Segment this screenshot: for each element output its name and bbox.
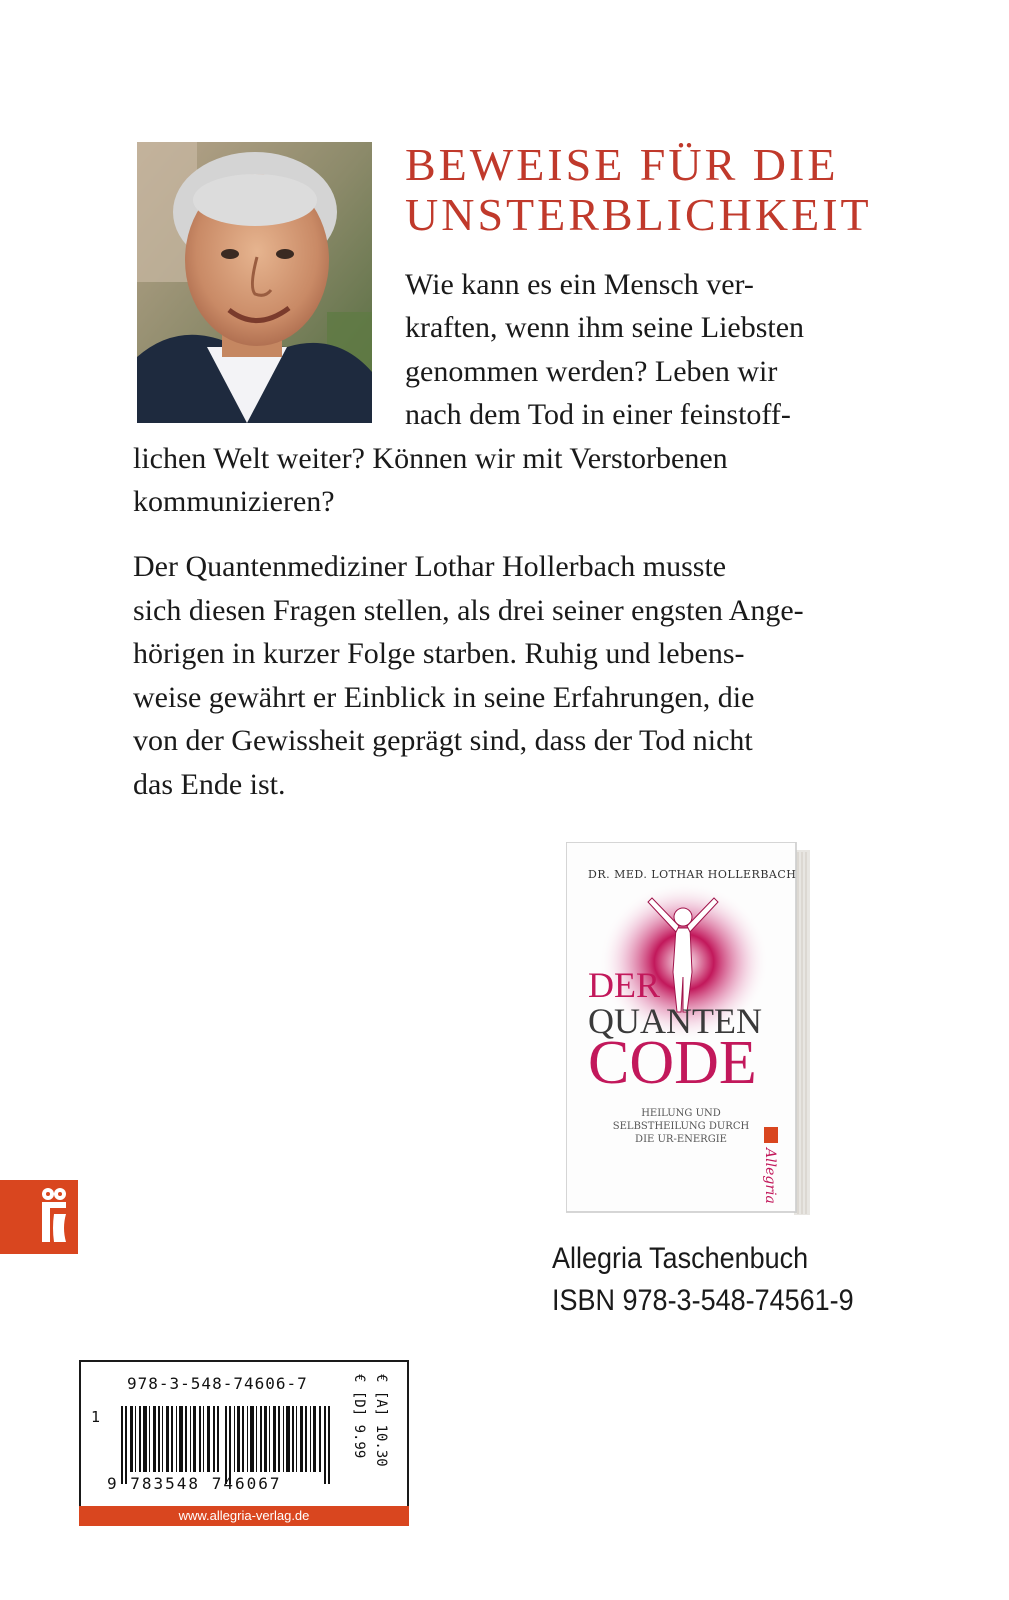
subtitle-line: HEILUNG UND [641, 1108, 721, 1119]
publisher-url: www.allegria-verlag.de [79, 1506, 409, 1526]
book-series: Allegria Taschenbuch [552, 1242, 809, 1275]
headline [405, 140, 925, 240]
book-subtitle [596, 1107, 766, 1146]
headline-line-1: BEWEISE FÜR DIE [405, 139, 839, 190]
book-isbn: ISBN 978-3-548-74561-9 [552, 1284, 854, 1317]
text-line: kommunizieren? [133, 485, 335, 518]
price-d: € [D] 9.99 [351, 1374, 367, 1459]
description-paragraph [133, 545, 893, 806]
book-cover [566, 842, 811, 1217]
book-caption [552, 1238, 854, 1322]
publisher-logo [0, 1180, 78, 1254]
subtitle-line: DIE UR-ENERGIE [635, 1134, 727, 1145]
barcode-digits: 9 783548 746067 [107, 1474, 282, 1493]
book-title-quanten: QUANTEN [588, 1001, 762, 1041]
text-line: das Ende ist. [133, 767, 286, 801]
book-title-code: CODE [588, 1029, 757, 1097]
book-author: DR. MED. LOTHAR HOLLERBACH [588, 868, 797, 881]
text-line: Der Quantenmediziner Lothar Hollerbach musste [133, 550, 727, 583]
book-spine-brand: Allegria [762, 1148, 778, 1204]
text-line: hörigen in kurzer Folge starben. Ruhig und lebens- [133, 637, 745, 670]
barcode-label [79, 1360, 409, 1526]
text-line: weise gewährt er Einblick in seine Erfahrungen, die [133, 680, 755, 714]
text-line: von der Gewissheit geprägt sind, dass der Tod nicht [133, 724, 753, 757]
text-line: genommen werden? Leben wir [405, 355, 778, 388]
barcode-isbn: 978-3-548-74606-7 [127, 1374, 308, 1393]
barcode-bars [121, 1406, 341, 1484]
book-spine-logo [764, 1127, 778, 1143]
author-photo [137, 142, 372, 423]
headline-line-2: UNSTERBLICHKEIT [405, 189, 872, 240]
text-line: lichen Welt weiter? Können wir mit Verstorbenen [133, 442, 728, 475]
text-line: kraften, wenn ihm seine Liebsten [405, 311, 805, 344]
barcode-side-digit: 1 [91, 1408, 101, 1426]
subtitle-line: SELBSTHEILUNG DURCH [612, 1121, 750, 1132]
book-title-der: DER [588, 965, 660, 1005]
price-a: € [A] 10.30 [373, 1374, 389, 1467]
text-line: Wie kann es ein Mensch ver- [405, 268, 754, 301]
text-line: sich diesen Fragen stellen, als drei seiner engsten Ange- [133, 593, 804, 627]
text-line: nach dem Tod in einer feinstoff- [405, 398, 791, 431]
